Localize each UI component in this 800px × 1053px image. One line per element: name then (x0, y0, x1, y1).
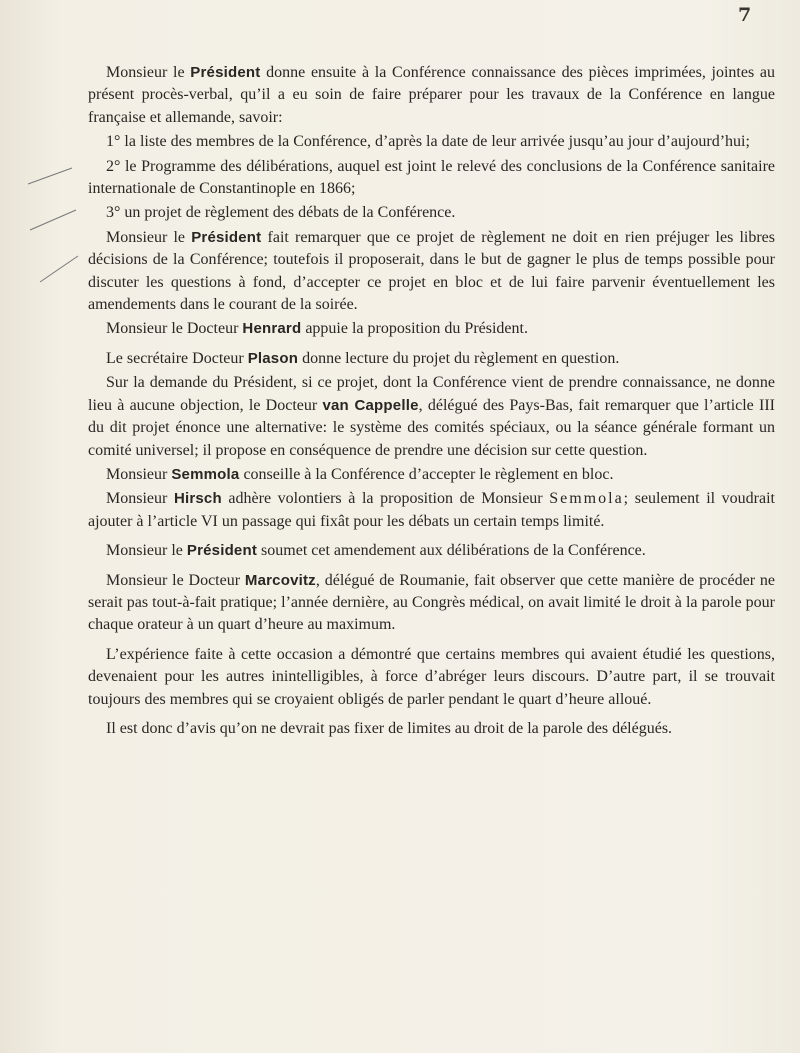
p7-name: Plason (247, 349, 299, 367)
p8-text-b: , délégué des Pays-Bas, fait remarquer que l’article III du dit projet énonce une alternative: le système des comités spéciaux, ou la séance générale formant un comité universel; il propose en conséquence de prendre une décision sur cette question. (88, 396, 776, 459)
p10-text-c: ; seulement il voudrait ajouter à l’article VI un passage qui fixât pour les débats un certain temps limité. (88, 490, 775, 530)
pencil-mark-3 (40, 256, 78, 282)
p10-text-a: Monsieur (106, 490, 174, 508)
paragraph-2: 1° la liste des membres de la Conférence, d’après la date de leur arrivée jusqu’au jour d’aujourd’hui; (106, 133, 750, 151)
p9-text-b: conseille à la Conférence d’accepter le règlement en bloc. (239, 465, 614, 483)
pencil-marks (0, 0, 100, 300)
p5-text-a: Monsieur le (106, 228, 192, 246)
pencil-mark-1 (28, 168, 72, 184)
paragraph-5 (88, 227, 775, 317)
p5-text-b: fait remarquer que ce projet de règlement ne doit en rien préjuger les libres décisions de la Conférence; toutefois il proposerait, dans le but de gagner le plus de temps possible pour discuter les questions à fond, d’accepter ce projet en bloc et de lui faire parvenir éventuellement les amendements dans le courant de la soirée. (88, 228, 776, 314)
p5-name: Président (191, 228, 262, 246)
p6-name: Henrard (242, 320, 302, 338)
p10-name: Hirsch (173, 490, 222, 508)
p1-text-b: donne ensuite à la Conférence connaissance des pièces imprimées, jointes au présent procès-verbal, qu’il a eu soin de faire préparer pour les travaux de la Conférence en langue française et allemande, savoir: (88, 64, 775, 126)
paragraph-7 (88, 348, 775, 370)
p7-text-b: donne lecture du projet du règlement en question. (298, 349, 620, 367)
p7-text-a: Le secrétaire Docteur (106, 349, 248, 367)
p9-name: Semmola (171, 465, 240, 483)
paragraph-9 (88, 464, 775, 486)
p11-text-b: soumet cet amendement aux délibérations de la Conférence. (257, 542, 646, 560)
p11-text-a: Monsieur le (106, 542, 187, 560)
page-number: 7 (738, 4, 752, 26)
paragraph-13: L’expérience faite à cette occasion a démontré que certains membres qui avaient étudié les questions, devenaient pour les autres inintelligibles, à force d’abréger leurs discours. D’autre part, il se trouvait toujours des membres qui se croyaient obligés de parler pendant le quart d’heure alloué. (88, 645, 775, 708)
p6-text-b: appuie la proposition du Président. (301, 320, 528, 338)
p8-name: van Cappelle (322, 396, 419, 414)
p8-text-a: Sur la demande du Président, si ce projet, dont la Conférence vient de prendre connaissance, ne donne lieu à aucune objection, le Docteur (88, 374, 775, 414)
paragraph-12 (88, 570, 775, 637)
paragraph-4: 3° un projet de règlement des débats de la Conférence. (106, 204, 456, 222)
p11-name: Président (186, 542, 258, 560)
paragraph-8 (88, 372, 775, 462)
paragraph-3: 2° le Programme des délibérations, auquel est joint le relevé des conclusions de la Conférence sanitaire internationale de Constantinople en 1866; (88, 157, 775, 198)
paragraph-1 (88, 62, 775, 129)
p1-text-a: Monsieur le (106, 64, 191, 81)
paragraph-11 (88, 540, 775, 562)
p10-text-b: adhère volontiers à la proposition de Monsieur (221, 490, 550, 508)
p12-text-b: , délégué de Roumanie, fait observer que cette manière de procéder ne serait pas tout-à-fait pratique; l’année dernière, au Congrès médical, on avait limité le droit à la parole pour chaque orateur à un quart d’heure au maximum. (88, 571, 775, 634)
p9-text-a: Monsieur (106, 465, 172, 483)
p10-name-2: Semmola (549, 490, 624, 508)
p12-text-a: Monsieur le Docteur (106, 571, 245, 589)
p12-name: Marcovitz (244, 571, 316, 589)
pencil-mark-2 (30, 210, 76, 230)
paragraph-10 (88, 488, 775, 533)
paragraph-6 (88, 318, 775, 340)
p6-text-a: Monsieur le Docteur (106, 320, 243, 338)
paragraph-14: Il est donc d’avis qu’on ne devrait pas fixer de limites au droit de la parole des délégués. (106, 719, 673, 737)
p1-name: Président (190, 64, 261, 81)
body-text (88, 62, 775, 740)
